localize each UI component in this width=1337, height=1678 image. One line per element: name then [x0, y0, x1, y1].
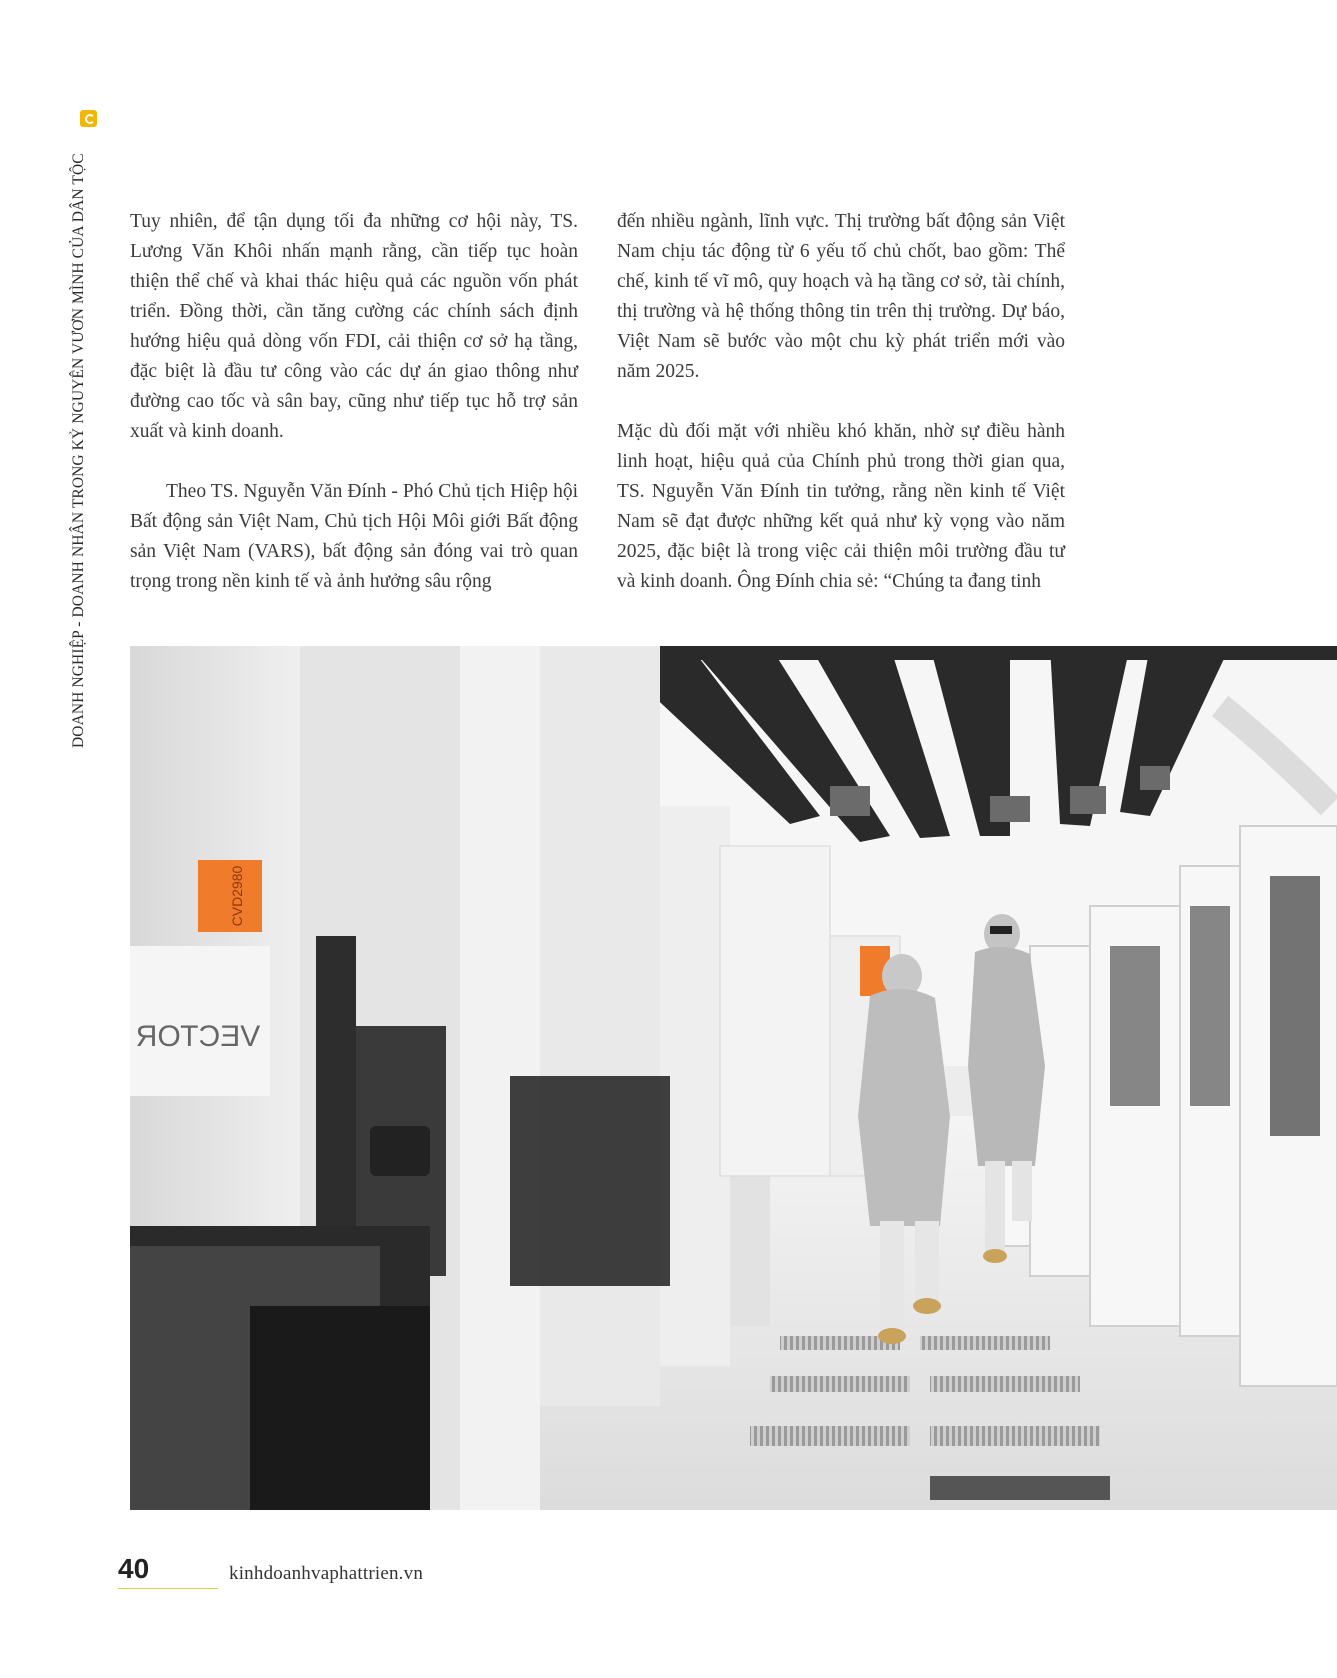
footer-divider [118, 1588, 218, 1589]
article-paragraph: Mặc dù đối mặt với nhiều khó khăn, nhờ sự điều hành linh hoạt, hiệu quả của Chính phủ trong thời gian qua, TS. Nguyễn Văn Đính tin tưởng, rằng nền kinh tế Việt Nam sẽ đạt được những kết quả như kỳ vọng vào năm 2025, đặc biệt là trong việc cải thiện môi trường đầu tư và kinh doanh. Ông Đính chia sẻ: “Chúng ta đang tinh [617, 421, 1065, 592]
cleanroom-photo [130, 646, 1337, 1510]
orange-tag-text: CVD2980 [229, 865, 245, 927]
article-paragraph: đến nhiều ngành, lĩnh vực. Thị trường bất động sản Việt Nam chịu tác động từ 6 yếu tố chủ chốt, bao gồm: Thể chế, kinh tế vĩ mô, quy hoạch và hạ tầng cơ sở, tài chính, thị trường và hệ thống thông tin trên thị trường. Dự báo, Việt Nam sẽ bước vào một chu kỳ phát triển mới vào năm 2025. [617, 211, 1065, 382]
section-label [68, 128, 90, 748]
article-right-column [617, 207, 1065, 597]
magazine-logo-icon [80, 110, 97, 127]
article-paragraph: Tuy nhiên, để tận dụng tối đa những cơ hội này, TS. Lương Văn Khôi nhấn mạnh rằng, cần tiếp tục hoàn thiện thể chế và khai thác hiệu quả các nguồn vốn phát triển. Đồng thời, cần tăng cường các chính sách định hướng hiệu quả dòng vốn FDI, cải thiện cơ sở hạ tầng, đặc biệt là đầu tư công vào các dự án giao thông như đường cao tốc và sân bay, cũng như tiếp tục hỗ trợ sản xuất và kinh doanh. [130, 211, 578, 442]
article-paragraph: Theo TS. Nguyễn Văn Đính - Phó Chủ tịch Hiệp hội Bất động sản Việt Nam, Chủ tịch Hội Môi giới Bất động sản Việt Nam (VARS), bất động sản đóng vai trò quan trọng trong nền kinh tế và ảnh hưởng sâu rộng [130, 481, 578, 592]
machine-label-text: VECTOR [135, 1020, 261, 1053]
article-left-column [130, 207, 578, 597]
section-label-text: DOANH NGHIỆP - DOANH NHÂN TRONG KỶ NGUYÊN VƯƠN MÌNH CỦA DÂN TỘC [70, 153, 87, 748]
page-number: 40 [118, 1553, 150, 1584]
website-url: kinhdoanhvaphattrien.vn [229, 1563, 424, 1584]
